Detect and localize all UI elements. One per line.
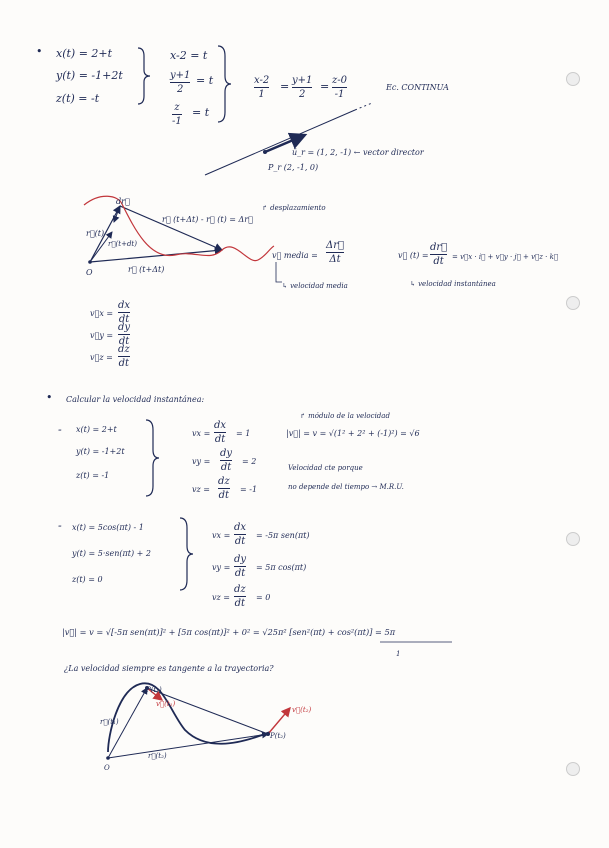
- section3-title: Calcular la velocidad instantánea:: [66, 395, 205, 404]
- comp-vx-lhs: v⃗x =: [90, 309, 114, 318]
- tangent-question: ¿La velocidad siempre es tangente a la trayectoria?: [64, 664, 274, 673]
- trajectory-curve: [108, 683, 270, 752]
- origin-label-2: O: [104, 764, 110, 772]
- r-t1-label: r⃗(t₁): [100, 718, 119, 726]
- param-eq-y: y(t) = -1+2t: [56, 69, 123, 82]
- d4-vx-lhs: vx =: [212, 531, 231, 540]
- d3-vy-lhs: vy =: [192, 457, 211, 466]
- eq4-y: y(t) = 5·sen(πt) + 2: [72, 549, 151, 558]
- comp-vz-frac: dz dt: [118, 344, 130, 369]
- d3-vx-lhs: vx =: [192, 429, 211, 438]
- mod-caption: ↱ módulo de la velocidad: [300, 412, 390, 420]
- punch-hole-1: [566, 72, 580, 86]
- comp-vy-lhs: v⃗y =: [90, 331, 114, 340]
- note-cte: Velocidad cte porque: [288, 464, 363, 472]
- d4-vx-rhs: = -5π sen(πt): [256, 531, 310, 540]
- p-t1-label: P(t₁): [146, 686, 162, 694]
- param-eq-x: x(t) = 2+t: [56, 47, 113, 60]
- d4-vy-lhs: vy =: [212, 563, 231, 572]
- eq3-z: z(t) = -1: [76, 471, 110, 480]
- vec-r-t2: [108, 734, 268, 758]
- brace-4a: [180, 518, 193, 590]
- delta-r-label: r⃗ (t+Δt) - r⃗ (t) = Δr⃗: [162, 215, 253, 224]
- bullet: •: [46, 391, 53, 404]
- p-t2-label: P(t₂): [270, 732, 286, 740]
- d4-vx-frac: dx dt: [234, 522, 247, 547]
- bullet: •: [36, 45, 43, 58]
- solved-x: x-2 = t: [170, 49, 208, 62]
- v-media-caption: ↳ velocidad media: [282, 282, 348, 290]
- eq3-y: y(t) = -1+2t: [76, 447, 125, 456]
- punch-hole-3: [566, 532, 580, 546]
- d4-vz-lhs: vz =: [212, 593, 230, 602]
- brace-3a: [146, 420, 159, 496]
- v-inst-lhs: v⃗ (t) =: [398, 251, 429, 260]
- brace-1b: [218, 46, 231, 122]
- comp-vx-frac: dx dt: [118, 300, 131, 325]
- director-vector-label: ū_r = (1, 2, -1) ← vector director: [292, 148, 424, 157]
- line-r-dash: [355, 103, 372, 110]
- d3-vz-lhs: vz =: [192, 485, 210, 494]
- d3-vy-rhs: = 2: [242, 457, 257, 466]
- mod4-eq: |v⃗| = v = √[-5π sen(πt)]² + [5π cos(πt)]² + 0² = √25π² [sen²(πt) + cos²(πt)] = 5π: [62, 627, 396, 637]
- v-inst-rhs: = v⃗x · i⃗ + v⃗y · j⃗ + v⃗z · k⃗: [452, 253, 559, 261]
- desplazamiento-label: ↱ desplazamiento: [262, 204, 326, 212]
- dr-label: dr⃗: [116, 197, 130, 206]
- solved-y-rhs: = t: [196, 74, 214, 87]
- trajectory-red: [84, 196, 274, 260]
- punch-hole-2: [566, 296, 580, 310]
- v-t1-label: v⃗(t₁): [156, 700, 176, 708]
- d3-vx-rhs: = 1: [236, 429, 251, 438]
- eq3-x: x(t) = 2+t: [76, 425, 117, 434]
- origin-label: O: [86, 268, 93, 277]
- r-t-label: r⃗(t): [86, 229, 105, 238]
- dash: -: [58, 519, 62, 532]
- cont-frac-3: z-0 -1: [332, 75, 348, 100]
- v-media-lhs: v⃗ media =: [272, 251, 318, 260]
- d4-vy-frac: dy dt: [234, 554, 247, 579]
- solved-z-frac: z -1: [172, 102, 182, 127]
- r-t2-label: r⃗(t₂): [148, 752, 167, 760]
- d3-vz-frac: dz dt: [218, 476, 230, 501]
- solved-y-frac: y+1 2: [170, 70, 191, 95]
- identity-one: 1: [396, 650, 401, 658]
- notebook-page: • x(t) = 2+t y(t) = -1+2t z(t) = -t x-2 = t y+1 2 = t z -1 = t x-2 1 = y+1 2 = z-0 -1 Ec. CONTINUA ū_r = (1, 2, -1) ← vector director P_r (2, -1, 0) dr⃗ r⃗(t) r⃗(t+dt) r⃗ (t+Δt) O r⃗ (t+Δt) - r⃗ (t) = Δr⃗ ↱ desplazamiento v⃗ media = Δr⃗ Δt ↳ velocidad media v⃗ (t) = dr⃗ dt = v⃗x · i⃗ + v⃗y · j⃗ + v⃗z · k⃗ ↳ velocidad instantánea v⃗x = dx dt v⃗y = dy dt v⃗z = dz dt • Calcular la velocidad instantánea: - x(t) = 2+t y(t) = -1+2t z(t) = -1 vx = dx dt = 1 vy = dy dt = 2 vz = dz dt = -1 ↱ módulo de la velocidad |v⃗| = v = √(1² + 2² + (-1)²) = √6 Velocidad cte porque no depende del tiempo → M.R.U. - x(t) = 5cos(πt) - 1 y(t) = 5·sen(πt) + 2 z(t) = 0 vx = dx dt = -5π sen(πt) vy = dy dt = 5π cos(πt) vz = dz dt = 0 |v⃗| = v = √[-5π sen(πt)]² + [5π cos(πt)]² + 0² = √25π² [sen²(πt) + cos²(πt)] = 5π 1 ¿La velocidad siempre es tangente a la trayectoria? P(t₁) v⃗(t₁) r⃗(t₁) P(t₂) v⃗(t₂) r⃗(t₂) O: [0, 0, 609, 848]
- v-inst-frac: dr⃗ dt: [430, 242, 448, 267]
- point-pr-label: P_r (2, -1, 0): [268, 163, 319, 172]
- dash: -: [58, 423, 62, 436]
- comp-vz-lhs: v⃗z =: [90, 353, 113, 362]
- d4-vz-rhs: = 0: [256, 593, 271, 602]
- mod3-eq: |v⃗| = v = √(1² + 2² + (-1)²) = √6: [286, 429, 420, 438]
- d3-vz-rhs: = -1: [240, 485, 258, 494]
- d3-vx-frac: dx dt: [214, 420, 227, 445]
- cont-frac-2: y+1 2: [292, 75, 313, 100]
- r-tdt-label: r⃗(t+dt): [108, 240, 137, 248]
- v-media-frac: Δr⃗ Δt: [326, 240, 345, 265]
- cont-frac-1: x-2 1: [254, 75, 270, 100]
- ec-continua-label: Ec. CONTINUA: [386, 83, 449, 92]
- v-t2-label: v⃗(t₂): [292, 706, 312, 714]
- solved-z-rhs: = t: [192, 106, 210, 119]
- vec-dr: [114, 206, 120, 222]
- punch-hole-4: [566, 762, 580, 776]
- eq4-x: x(t) = 5cos(πt) - 1: [72, 523, 144, 532]
- eq4-z: z(t) = 0: [72, 575, 103, 584]
- param-eq-z: z(t) = -t: [56, 92, 100, 105]
- v-inst-caption: ↳ velocidad instantánea: [410, 280, 496, 288]
- comp-vy-frac: dy dt: [118, 322, 131, 347]
- point-pr: [263, 150, 267, 154]
- d4-vz-frac: dz dt: [234, 584, 246, 609]
- r-tDt-label: r⃗ (t+Δt): [128, 265, 165, 274]
- d4-vy-rhs: = 5π cos(πt): [256, 563, 307, 572]
- chord: [147, 688, 268, 734]
- d3-vy-frac: dy dt: [220, 448, 233, 473]
- brace-1a: [138, 48, 150, 104]
- note-mru: no depende del tiempo → M.R.U.: [288, 483, 404, 491]
